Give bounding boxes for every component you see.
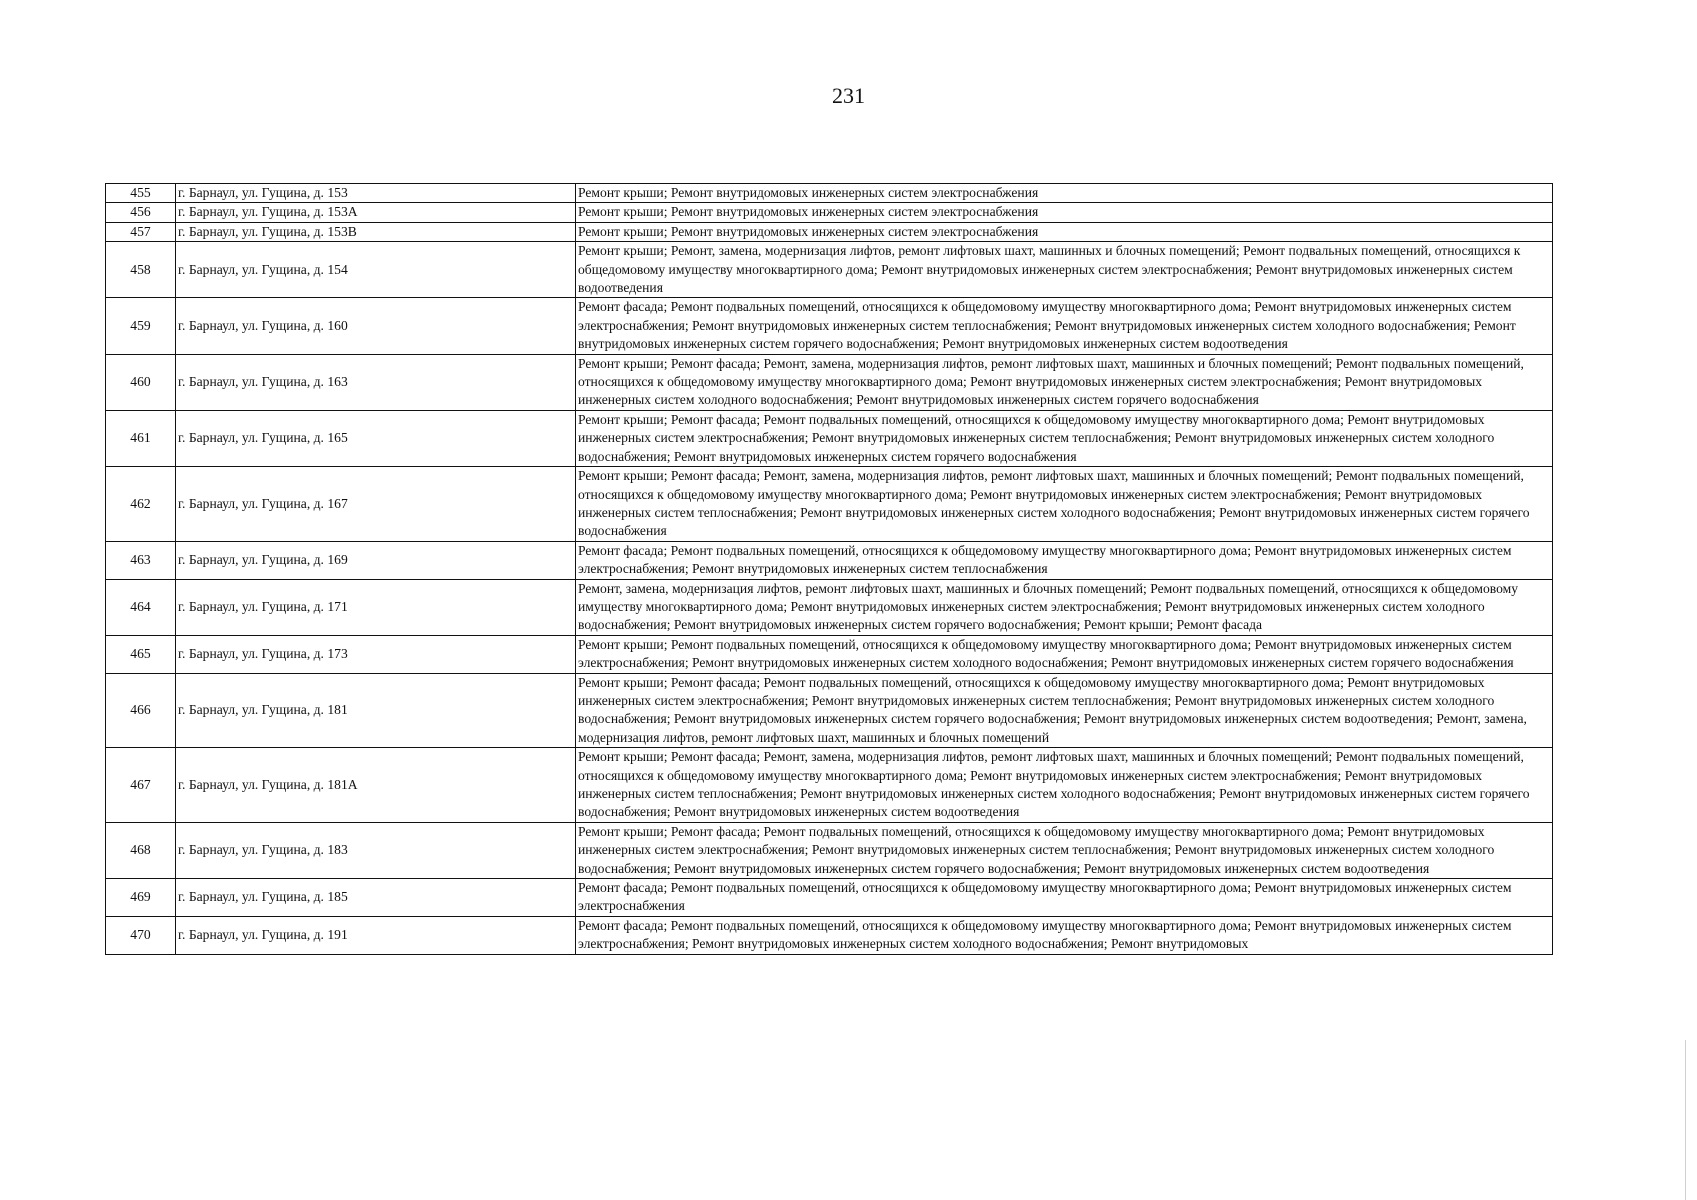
table-row (106, 222, 1553, 241)
row-number-cell: 464 (106, 579, 176, 635)
table-row (106, 298, 1553, 354)
table-row (106, 410, 1553, 466)
address-cell: г. Барнаул, ул. Гущина, д. 165 (176, 410, 576, 466)
works-cell: Ремонт фасада; Ремонт подвальных помещений, относящихся к общедомовому имуществу многоквартирного дома; Ремонт внутридомовых инженерных систем электроснабжения; Ремонт внутридомовых инженерных систем теплоснабжения; Ремонт внутридомовых инженерных систем холодного водоснабжения; Ремонт внутридомовых инженерных систем горячего водоснабжения; Ремонт внутридомовых инженерных систем водоотведения (576, 298, 1553, 354)
address-cell: г. Барнаул, ул. Гущина, д. 169 (176, 541, 576, 579)
address-cell: г. Барнаул, ул. Гущина, д. 181А (176, 748, 576, 823)
address-cell: г. Барнаул, ул. Гущина, д. 183 (176, 822, 576, 878)
works-cell: Ремонт фасада; Ремонт подвальных помещений, относящихся к общедомовому имуществу многоквартирного дома; Ремонт внутридомовых инженерных систем электроснабжения (576, 879, 1553, 917)
works-registry-table (105, 183, 1553, 955)
works-cell: Ремонт крыши; Ремонт фасада; Ремонт подвальных помещений, относящихся к общедомовому имуществу многоквартирного дома; Ремонт внутридомовых инженерных систем электроснабжения; Ремонт внутридомовых инженерных систем теплоснабжения; Ремонт внутридомовых инженерных систем холодного водоснабжения; Ремонт внутридомовых инженерных систем горячего водоснабжения; Ремонт внутридомовых инженерных систем водоотведения (576, 822, 1553, 878)
works-cell: Ремонт крыши; Ремонт подвальных помещений, относящихся к общедомовому имуществу многоквартирного дома; Ремонт внутридомовых инженерных систем электроснабжения; Ремонт внутридомовых инженерных систем холодного водоснабжения; Ремонт внутридомовых инженерных систем горячего водоснабжения (576, 635, 1553, 673)
table-row (106, 916, 1553, 954)
table-row (106, 541, 1553, 579)
table-row (106, 467, 1553, 542)
works-cell: Ремонт крыши; Ремонт, замена, модернизация лифтов, ремонт лифтовых шахт, машинных и блочных помещений; Ремонт подвальных помещений, относящихся к общедомовому имуществу многоквартирного дома; Ремонт внутридомовых инженерных систем электроснабжения; Ремонт внутридомовых инженерных систем водоотведения (576, 242, 1553, 298)
works-cell: Ремонт фасада; Ремонт подвальных помещений, относящихся к общедомовому имуществу многоквартирного дома; Ремонт внутридомовых инженерных систем электроснабжения; Ремонт внутридомовых инженерных систем теплоснабжения (576, 541, 1553, 579)
works-cell: Ремонт, замена, модернизация лифтов, ремонт лифтовых шахт, машинных и блочных помещений; Ремонт подвальных помещений, относящихся к общедомовому имуществу многоквартирного дома; Ремонт внутридомовых инженерных систем электроснабжения; Ремонт внутридомовых инженерных систем холодного водоснабжения; Ремонт внутридомовых инженерных систем горячего водоснабжения; Ремонт крыши; Ремонт фасада (576, 579, 1553, 635)
table-row (106, 242, 1553, 298)
works-cell: Ремонт крыши; Ремонт фасада; Ремонт, замена, модернизация лифтов, ремонт лифтовых шахт, машинных и блочных помещений; Ремонт подвальных помещений, относящихся к общедомовому имуществу многоквартирного дома; Ремонт внутридомовых инженерных систем электроснабжения; Ремонт внутридомовых инженерных систем холодного водоснабжения; Ремонт внутридомовых инженерных систем горячего водоснабжения (576, 354, 1553, 410)
address-cell: г. Барнаул, ул. Гущина, д. 160 (176, 298, 576, 354)
address-cell: г. Барнаул, ул. Гущина, д. 191 (176, 916, 576, 954)
works-cell: Ремонт крыши; Ремонт фасада; Ремонт подвальных помещений, относящихся к общедомовому имуществу многоквартирного дома; Ремонт внутридомовых инженерных систем электроснабжения; Ремонт внутридомовых инженерных систем теплоснабжения; Ремонт внутридомовых инженерных систем холодного водоснабжения; Ремонт внутридомовых инженерных систем горячего водоснабжения; Ремонт внутридомовых инженерных систем водоотведения; Ремонт, замена, модернизация лифтов, ремонт лифтовых шахт, машинных и блочных помещений (576, 673, 1553, 748)
works-cell: Ремонт крыши; Ремонт фасада; Ремонт, замена, модернизация лифтов, ремонт лифтовых шахт, машинных и блочных помещений; Ремонт подвальных помещений, относящихся к общедомовому имуществу многоквартирного дома; Ремонт внутридомовых инженерных систем электроснабжения; Ремонт внутридомовых инженерных систем теплоснабжения; Ремонт внутридомовых инженерных систем холодного водоснабжения; Ремонт внутридомовых инженерных систем горячего водоснабжения; Ремонт внутридомовых инженерных систем водоотведения (576, 748, 1553, 823)
row-number-cell: 460 (106, 354, 176, 410)
table-row (106, 184, 1553, 203)
works-cell: Ремонт фасада; Ремонт подвальных помещений, относящихся к общедомовому имуществу многоквартирного дома; Ремонт внутридомовых инженерных систем электроснабжения; Ремонт внутридомовых инженерных систем холодного водоснабжения; Ремонт внутридомовых (576, 916, 1553, 954)
works-cell: Ремонт крыши; Ремонт фасада; Ремонт подвальных помещений, относящихся к общедомовому имуществу многоквартирного дома; Ремонт внутридомовых инженерных систем электроснабжения; Ремонт внутридомовых инженерных систем теплоснабжения; Ремонт внутридомовых инженерных систем холодного водоснабжения; Ремонт внутридомовых инженерных систем горячего водоснабжения (576, 410, 1553, 466)
page-number: 231 (832, 83, 865, 108)
address-cell: г. Барнаул, ул. Гущина, д. 153В (176, 222, 576, 241)
row-number-cell: 455 (106, 184, 176, 203)
table-row (106, 354, 1553, 410)
row-number-cell: 463 (106, 541, 176, 579)
table-body (106, 184, 1553, 955)
row-number-cell: 468 (106, 822, 176, 878)
address-cell: г. Барнаул, ул. Гущина, д. 181 (176, 673, 576, 748)
scan-edge-line (1685, 1040, 1686, 1200)
works-cell: Ремонт крыши; Ремонт внутридомовых инженерных систем электроснабжения (576, 184, 1553, 203)
address-cell: г. Барнаул, ул. Гущина, д. 185 (176, 879, 576, 917)
row-number-cell: 457 (106, 222, 176, 241)
works-cell: Ремонт крыши; Ремонт внутридомовых инженерных систем электроснабжения (576, 203, 1553, 222)
row-number-cell: 469 (106, 879, 176, 917)
row-number-cell: 456 (106, 203, 176, 222)
address-cell: г. Барнаул, ул. Гущина, д. 153 (176, 184, 576, 203)
table-row (106, 673, 1553, 748)
table-row (106, 203, 1553, 222)
address-cell: г. Барнаул, ул. Гущина, д. 154 (176, 242, 576, 298)
row-number-cell: 470 (106, 916, 176, 954)
table-row (106, 748, 1553, 823)
row-number-cell: 459 (106, 298, 176, 354)
works-cell: Ремонт крыши; Ремонт внутридомовых инженерных систем электроснабжения (576, 222, 1553, 241)
address-cell: г. Барнаул, ул. Гущина, д. 167 (176, 467, 576, 542)
row-number-cell: 461 (106, 410, 176, 466)
table-row (106, 579, 1553, 635)
table-row (106, 635, 1553, 673)
works-cell: Ремонт крыши; Ремонт фасада; Ремонт, замена, модернизация лифтов, ремонт лифтовых шахт, машинных и блочных помещений; Ремонт подвальных помещений, относящихся к общедомовому имуществу многоквартирного дома; Ремонт внутридомовых инженерных систем электроснабжения; Ремонт внутридомовых инженерных систем теплоснабжения; Ремонт внутридомовых инженерных систем холодного водоснабжения; Ремонт внутридомовых инженерных систем горячего водоснабжения (576, 467, 1553, 542)
row-number-cell: 466 (106, 673, 176, 748)
row-number-cell: 467 (106, 748, 176, 823)
row-number-cell: 462 (106, 467, 176, 542)
row-number-cell: 465 (106, 635, 176, 673)
address-cell: г. Барнаул, ул. Гущина, д. 173 (176, 635, 576, 673)
address-cell: г. Барнаул, ул. Гущина, д. 163 (176, 354, 576, 410)
address-cell: г. Барнаул, ул. Гущина, д. 153А (176, 203, 576, 222)
row-number-cell: 458 (106, 242, 176, 298)
address-cell: г. Барнаул, ул. Гущина, д. 171 (176, 579, 576, 635)
table-row (106, 822, 1553, 878)
table-row (106, 879, 1553, 917)
